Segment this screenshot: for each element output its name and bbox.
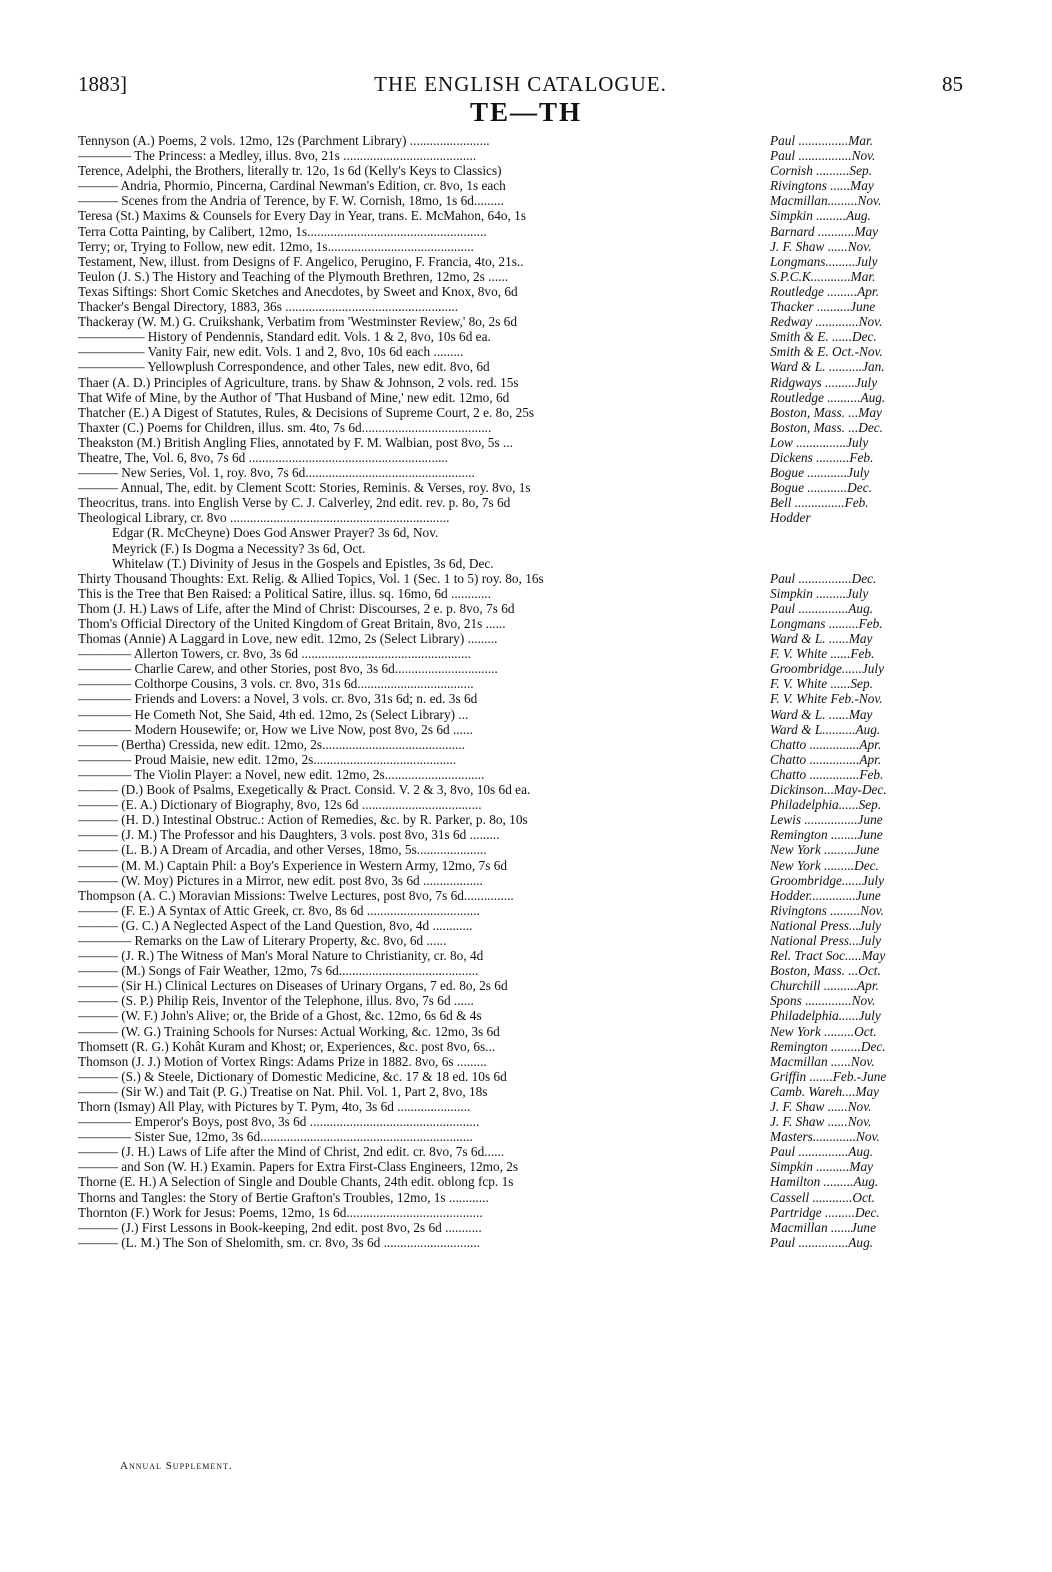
catalogue-entry [78, 1144, 963, 1159]
entry-title: ———— Friends and Lovers: a Novel, 3 vols. cr. 8vo, 31s 6d; n. ed. 3s 6d [78, 691, 478, 707]
catalogue-entry [78, 224, 963, 239]
entry-title: Edgar (R. McCheyne) Does God Answer Prayer? 3s 6d, Nov. [112, 525, 439, 541]
catalogue-entry [78, 1174, 963, 1189]
catalogue-entry [78, 752, 963, 767]
catalogue-entry [78, 601, 963, 616]
entry-title: Theocritus, trans. into English Verse by C. J. Calverley, 2nd edit. rev. p. 8o, 7s 6d [78, 495, 511, 511]
entry-publisher: Rel. Tract Soc.....May [770, 948, 886, 964]
entry-publisher: Paul ...............Aug. [770, 1144, 874, 1160]
entry-title: ———— The Princess: a Medley, illus. 8vo, 21s ........................................ [78, 148, 477, 164]
catalogue-entry [78, 616, 963, 631]
footer-note: Annual Supplement. [120, 1460, 233, 1472]
entry-publisher: Chatto ...............Feb. [770, 766, 884, 782]
entry-title: ——— (Sir H.) Clinical Lectures on Diseases of Urinary Organs, 7 ed. 8o, 2s 6d [78, 978, 508, 994]
catalogue-entry [78, 525, 963, 540]
entry-title: Teulon (J. S.) The History and Teaching of the Plymouth Brethren, 12mo, 2s ...... [78, 268, 509, 284]
entry-publisher: Bogue ............Dec. [770, 480, 872, 496]
entry-title: Thaer (A. D.) Principles of Agriculture, trans. by Shaw & Johnson, 2 vols. red. 15s [78, 374, 519, 390]
entry-title: Thom (J. H.) Laws of Life, after the Mind of Christ: Discourses, 2 e. p. 8vo, 7s 6d [78, 600, 515, 616]
catalogue-entry [78, 390, 963, 405]
catalogue-entry [78, 676, 963, 691]
catalogue-entry [78, 842, 963, 857]
entry-title: Thompson (A. C.) Moravian Missions: Twelve Lectures, post 8vo, 7s 6d............... [78, 887, 514, 903]
entry-title: Thorn (Ismay) All Play, with Pictures by T. Pym, 4to, 3s 6d ...................... [78, 1099, 471, 1114]
entry-publisher: Paul ................Dec. [770, 570, 877, 586]
entry-title: ——— (G. C.) A Neglected Aspect of the Land Question, 8vo, 4d ............ [78, 917, 473, 933]
catalogue-entry [78, 359, 963, 374]
entry-title: ——— (W. G.) Training Schools for Nurses: Actual Working, &c. 12mo, 3s 6d [78, 1023, 500, 1039]
entry-publisher: New York .........Oct. [770, 1023, 877, 1039]
entry-publisher: Macmillan ......Nov. [770, 1053, 875, 1069]
entry-title: Meyrick (F.) Is Dogma a Necessity? 3s 6d, Oct. [112, 540, 366, 556]
catalogue-entry [78, 571, 963, 586]
header-year: 1883] [78, 72, 127, 96]
catalogue-entry [78, 1084, 963, 1099]
entry-title: Texas Siftings: Short Comic Sketches and Anecdotes, by Sweet and Knox, 8vo, 6d [78, 283, 518, 299]
catalogue-entry [78, 827, 963, 842]
entry-publisher: Longmans .........Feb. [770, 616, 883, 631]
catalogue-entry [78, 722, 963, 737]
entry-publisher: Bogue ............July [770, 465, 870, 481]
section-heading: TE—TH [469, 97, 583, 127]
catalogue-entry [78, 1008, 963, 1023]
entry-publisher: Remington ........June [770, 827, 883, 843]
entry-publisher: Paul ...............Aug. [770, 1234, 874, 1250]
entry-title: Whitelaw (T.) Divinity of Jesus in the Gospels and Epistles, 3s 6d, Dec. [112, 555, 494, 571]
catalogue-entry [78, 450, 963, 465]
entry-publisher: Hodder..............June [770, 887, 881, 903]
catalogue-entry [78, 480, 963, 495]
entry-title: ——— (F. E.) A Syntax of Attic Greek, cr. 8vo, 8s 6d .................................. [78, 902, 480, 918]
entry-publisher: Macmillan.........Nov. [770, 193, 882, 209]
entry-title: ——— (M.) Songs of Fair Weather, 12mo, 7s 6d.......................................... [78, 963, 479, 979]
entry-title: ——— (W. Moy) Pictures in a Mirror, new edit. post 8vo, 3s 6d .................. [78, 872, 483, 888]
entry-title: ———— Proud Maisie, new edit. 12mo, 2s........................................... [78, 751, 457, 767]
catalogue-entry [78, 631, 963, 646]
catalogue-entry [78, 133, 963, 148]
catalogue-entry [78, 193, 963, 208]
entry-publisher: Dickens ..........Feb. [770, 449, 874, 465]
catalogue-entry [78, 586, 963, 601]
entry-publisher: F. V. White ......Feb. [770, 646, 875, 662]
entry-title: ——— (J. H.) Laws of Life after the Mind of Christ, 2nd edit. cr. 8vo, 7s 6d...... [78, 1144, 505, 1160]
entry-publisher: Masters.............Nov. [770, 1129, 880, 1145]
catalogue-entry [78, 254, 963, 269]
entry-title: ——— (M. M.) Captain Phil: a Boy's Experience in Western Army, 12mo, 7s 6d [78, 857, 507, 873]
catalogue-entry [78, 1235, 963, 1250]
entry-title: ——— and Son (W. H.) Examin. Papers for Extra First-Class Engineers, 12mo, 2s [78, 1159, 519, 1175]
catalogue-entry [78, 208, 963, 223]
entry-title: ——— (E. A.) Dictionary of Biography, 8vo, 12s 6d .................................... [78, 797, 482, 813]
catalogue-entry [78, 873, 963, 888]
catalogue-entry [78, 1099, 963, 1114]
entry-title: Terra Cotta Painting, by Calibert, 12mo, 1s...................................................... [78, 223, 487, 239]
entry-publisher: Ward & L. ..........Jan. [770, 359, 885, 375]
entry-title: Thornton (F.) Work for Jesus: Poems, 12mo, 1s 6d......................................... [78, 1204, 483, 1220]
entry-title: ——— Scenes from the Andria of Terence, by F. W. Cornish, 18mo, 1s 6d......... [78, 193, 504, 209]
entry-title: ——— (W. F.) John's Alive; or, the Bride of a Ghost, &c. 12mo, 6s 6d & 4s [78, 1008, 482, 1024]
entry-title: Thomson (J. J.) Motion of Vortex Rings: Adams Prize in 1882. 8vo, 6s ......... [78, 1053, 487, 1069]
catalogue-entry [78, 993, 963, 1008]
entry-title: ——— (Sir W.) and Tait (P. G.) Treatise on Nat. Phil. Vol. 1, Part 2, 8vo, 18s [78, 1083, 488, 1099]
entry-publisher: Hamilton .........Aug. [770, 1174, 879, 1190]
entry-title: ——— (J.) First Lessons in Book-keeping, 2nd edit. post 8vo, 2s 6d ........... [78, 1219, 482, 1235]
entry-publisher: Philadelphia......Sep. [770, 797, 882, 813]
catalogue-entry [78, 163, 963, 178]
entry-title: Thom's Official Directory of the United Kingdom of Great Britain, 8vo, 21s ...... [78, 616, 506, 631]
entry-publisher: Chatto ...............Apr. [770, 736, 882, 752]
catalogue-entry [78, 329, 963, 344]
entry-publisher: Cassell ............Oct. [770, 1189, 875, 1205]
entry-publisher: Boston, Mass. ...Dec. [770, 419, 884, 435]
catalogue-entry [78, 465, 963, 480]
entry-publisher: New York .........Dec. [770, 857, 879, 873]
entry-title: ———— Sister Sue, 12mo, 3s 6d................................................................ [78, 1129, 473, 1145]
entry-title: ———— Emperor's Boys, post 8vo, 3s 6d ................................................... [78, 1114, 480, 1130]
catalogue-entry [78, 918, 963, 933]
entry-publisher: Simpkin .........Aug. [770, 208, 871, 224]
catalogue-entry [78, 646, 963, 661]
entry-publisher: Dickinson...May-Dec. [770, 782, 887, 798]
catalogue-entry [78, 888, 963, 903]
catalogue-entry [78, 541, 963, 556]
entry-publisher: Paul ...............Mar. [770, 133, 874, 148]
entry-title: Thomsett (R. G.) Kohât Kuram and Khost; or, Experiences, &c. post 8vo, 6s... [78, 1038, 496, 1054]
entry-title: Thorne (E. H.) A Selection of Single and Double Chants, 24th edit. oblong fcp. 1s [78, 1174, 514, 1190]
entry-publisher: National Press...July [770, 917, 882, 933]
entry-title: Theakston (M.) British Angling Flies, annotated by F. M. Walbian, post 8vo, 5s ... [78, 434, 513, 450]
catalogue-entry [78, 1159, 963, 1174]
entry-title: Terence, Adelphi, the Brothers, literally tr. 12o, 1s 6d (Kelly's Keys to Classics) [78, 163, 502, 179]
entry-publisher: National Press...July [770, 932, 882, 948]
entry-title: Testament, New, illust. from Designs of F. Angelico, Perugino, F. Francia, 4to, 21s.. [78, 253, 524, 269]
catalogue-entry [78, 299, 963, 314]
entry-publisher: Simpkin ..........May [770, 1159, 874, 1175]
catalogue-entry [78, 1129, 963, 1144]
entry-publisher: Smith & E. Oct.-Nov. [770, 344, 883, 360]
header-title: THE ENGLISH CATALOGUE. [374, 72, 667, 96]
entry-title: ———— Modern Housewife; or, How we Live Now, post 8vo, 2s 6d ...... [78, 721, 473, 737]
entry-title: ——— New Series, Vol. 1, roy. 8vo, 7s 6d................................................... [78, 465, 475, 481]
entry-title: ——— Andria, Phormio, Pincerna, Cardinal Newman's Edition, cr. 8vo, 1s each [78, 178, 506, 194]
entry-publisher: Philadelphia......July [770, 1008, 881, 1024]
entry-publisher: F. V. White ......Sep. [770, 676, 873, 692]
entry-publisher: Routledge ..........Aug. [770, 389, 886, 405]
entry-title: That Wife of Mine, by the Author of 'That Husband of Mine,' new edit. 12mo, 6d [78, 389, 510, 405]
catalogue-entry [78, 178, 963, 193]
entry-publisher: Simpkin .........July [770, 585, 869, 601]
entry-publisher: Ridgways .........July [770, 374, 878, 390]
catalogue-entry [78, 1039, 963, 1054]
entry-title: Thatcher (E.) A Digest of Statutes, Rules, & Decisions of Supreme Court, 2 e. 8o, 25s [78, 404, 535, 420]
entry-title: ————— History of Pendennis, Standard edit. Vols. 1 & 2, 8vo, 10s 6d ea. [78, 329, 491, 345]
catalogue-entry [78, 691, 963, 706]
catalogue-entry [78, 1024, 963, 1039]
catalogue-entry [78, 1205, 963, 1220]
entry-publisher: Bell ...............Feb. [770, 495, 869, 511]
entry-title: ——— (L. M.) The Son of Shelomith, sm. cr. 8vo, 3s 6d ............................. [78, 1234, 480, 1250]
entry-title: ————— Vanity Fair, new edit. Vols. 1 and 2, 8vo, 10s 6d each ......... [78, 344, 464, 360]
entry-title: ——— (J. R.) The Witness of Man's Moral Nature to Christianity, cr. 8o, 4d [78, 948, 484, 964]
catalogue-entry [78, 978, 963, 993]
catalogue-entry [78, 707, 963, 722]
catalogue-entries [78, 133, 963, 1250]
entry-title: ———— Colthorpe Cousins, 3 vols. cr. 8vo, 31s 6d................................... [78, 676, 474, 692]
entry-title: ———— The Violin Player: a Novel, new edit. 12mo, 2s.............................. [78, 766, 485, 782]
catalogue-entry [78, 661, 963, 676]
entry-publisher: Hodder [770, 510, 811, 526]
catalogue-entry [78, 344, 963, 359]
entry-publisher: Paul ...............Aug. [770, 600, 874, 616]
page-number: 85 [942, 72, 963, 96]
entry-publisher: Partridge .........Dec. [770, 1204, 880, 1220]
catalogue-entry [78, 510, 963, 525]
entry-title: ———— He Cometh Not, She Said, 4th ed. 12mo, 2s (Select Library) ... [78, 706, 469, 722]
entry-publisher: Ward & L. ......May [770, 631, 873, 647]
catalogue-entry [78, 495, 963, 510]
entry-title: ————— Yellowplush Correspondence, and other Tales, new edit. 8vo, 6d [78, 359, 490, 375]
entry-publisher: Boston, Mass. ...Oct. [770, 963, 881, 979]
entry-publisher: Macmillan ......June [770, 1219, 876, 1235]
catalogue-entry [78, 812, 963, 827]
entry-title: Thaxter (C.) Poems for Children, illus. sm. 4to, 7s 6d....................................... [78, 419, 492, 435]
entry-publisher: Longmans.........July [770, 253, 878, 269]
entry-publisher: Camb. Wareh....May [770, 1083, 880, 1099]
entry-publisher: Chatto ...............Apr. [770, 751, 882, 767]
entry-title: Thackeray (W. M.) G. Cruikshank, Verbatim from 'Westminster Review,' 8o, 2s 6d [78, 314, 517, 330]
entry-title: This is the Tree that Ben Raised: a Political Satire, illus. sq. 16mo, 6d ............ [78, 585, 491, 601]
entry-title: ———— Allerton Towers, cr. 8vo, 3s 6d ................................................... [78, 646, 471, 662]
catalogue-entry [78, 1054, 963, 1069]
entry-publisher: F. V. White Feb.-Nov. [770, 691, 883, 707]
catalogue-entry [78, 963, 963, 978]
entry-publisher: Routledge .........Apr. [770, 283, 879, 299]
entry-publisher: Paul ................Nov. [770, 148, 876, 164]
entry-publisher: Low ...............July [770, 434, 869, 450]
entry-publisher: J. F. Shaw ......Nov. [770, 1099, 872, 1114]
entry-publisher: Churchill ..........Apr. [770, 978, 879, 994]
catalogue-entry [78, 1220, 963, 1235]
entry-publisher: Smith & E. ......Dec. [770, 329, 877, 345]
entry-publisher: Griffin .......Feb.-June [770, 1068, 887, 1084]
entry-title: ———— Charlie Carew, and other Stories, post 8vo, 3s 6d............................... [78, 661, 498, 677]
entry-title: Theatre, The, Vol. 6, 8vo, 7s 6d ............................................................ [78, 449, 449, 465]
entry-publisher: Groombridge......July [770, 661, 884, 677]
catalogue-entry [78, 269, 963, 284]
entry-publisher: S.P.C.K............Mar. [770, 268, 876, 284]
entry-title: ——— (J. M.) The Professor and his Daughters, 3 vols. post 8vo, 31s 6d ......... [78, 827, 500, 843]
entry-title: ———— Remarks on the Law of Literary Property, &c. 8vo, 6d ...... [78, 932, 447, 948]
entry-title: Terry; or, Trying to Follow, new edit. 12mo, 1s............................................ [78, 238, 474, 254]
entry-title: ——— (H. D.) Intestinal Obstruc.: Action of Remedies, &c. by R. Parker, p. 8o, 10s [78, 812, 528, 828]
entry-title: ——— (S.) & Steele, Dictionary of Domestic Medicine, &c. 17 & 18 ed. 10s 6d [78, 1068, 507, 1084]
entry-publisher: Spons ..............Nov. [770, 993, 876, 1009]
entry-publisher: Barnard ...........May [770, 223, 879, 239]
catalogue-entry [78, 782, 963, 797]
catalogue-entry [78, 148, 963, 163]
entry-title: ——— (S. P.) Philip Reis, Inventor of the Telephone, illus. 8vo, 7s 6d ...... [78, 993, 474, 1009]
entry-publisher: Rivingtons ......May [770, 178, 874, 194]
catalogue-entry [78, 284, 963, 299]
entry-title: Teresa (St.) Maxims & Counsels for Every Day in Year, trans. E. McMahon, 64o, 1s [78, 208, 526, 224]
entry-title: ——— (Bertha) Cressida, new edit. 12mo, 2s........................................... [78, 736, 466, 752]
entry-publisher: Groombridge......July [770, 872, 884, 888]
entry-publisher: J. F. Shaw ......Nov. [770, 238, 872, 254]
catalogue-entry [78, 314, 963, 329]
catalogue-entry [78, 858, 963, 873]
catalogue-entry [78, 737, 963, 752]
entry-publisher: Lewis ................June [770, 812, 883, 828]
catalogue-entry [78, 1069, 963, 1084]
entry-title: Theological Library, cr. 8vo .................................................................. [78, 510, 450, 526]
catalogue-entry [78, 420, 963, 435]
catalogue-entry [78, 903, 963, 918]
catalogue-entry [78, 797, 963, 812]
catalogue-entry [78, 948, 963, 963]
entry-publisher: Thacker ..........June [770, 299, 876, 315]
catalogue-entry [78, 556, 963, 571]
catalogue-entry [78, 405, 963, 420]
entry-publisher: Remington .........Dec. [770, 1038, 886, 1054]
entry-publisher: J. F. Shaw ......Nov. [770, 1114, 872, 1130]
entry-publisher: Ward & L..........Aug. [770, 721, 881, 737]
catalogue-entry [78, 239, 963, 254]
entry-title: Thacker's Bengal Directory, 1883, 36s .................................................... [78, 299, 459, 315]
entry-title: ——— (L. B.) A Dream of Arcadia, and other Verses, 18mo, 5s..................... [78, 842, 487, 858]
entry-title: Thorns and Tangles: the Story of Bertie Grafton's Troubles, 12mo, 1s ............ [78, 1189, 489, 1205]
entry-publisher: Ward & L. ......May [770, 706, 873, 722]
entry-publisher: New York .........June [770, 842, 880, 858]
entry-title: Thirty Thousand Thoughts: Ext. Relig. & Allied Topics, Vol. 1 (Sec. 1 to 5) roy. 8o, 16s [78, 570, 544, 586]
catalogue-entry [78, 933, 963, 948]
catalogue-entry [78, 1114, 963, 1129]
catalogue-entry [78, 1190, 963, 1205]
entry-publisher: Redway .............Nov. [770, 314, 883, 330]
entry-publisher: Boston, Mass. ...May [770, 404, 882, 420]
catalogue-entry [78, 375, 963, 390]
entry-title: Thomas (Annie) A Laggard in Love, new edit. 12mo, 2s (Select Library) ......... [78, 631, 498, 647]
entry-title: Tennyson (A.) Poems, 2 vols. 12mo, 12s (Parchment Library) ........................ [78, 133, 490, 148]
catalogue-entry [78, 435, 963, 450]
entry-publisher: Rivingtons .........Nov. [770, 902, 884, 918]
entry-title: ——— (D.) Book of Psalms, Exegetically & Pract. Consid. V. 2 & 3, 8vo, 10s 6d ea. [78, 782, 531, 798]
entry-publisher: Cornish ..........Sep. [770, 163, 872, 179]
catalogue-entry [78, 767, 963, 782]
entry-title: ——— Annual, The, edit. by Clement Scott: Stories, Reminis. & Verses, roy. 8vo, 1s [78, 480, 531, 496]
